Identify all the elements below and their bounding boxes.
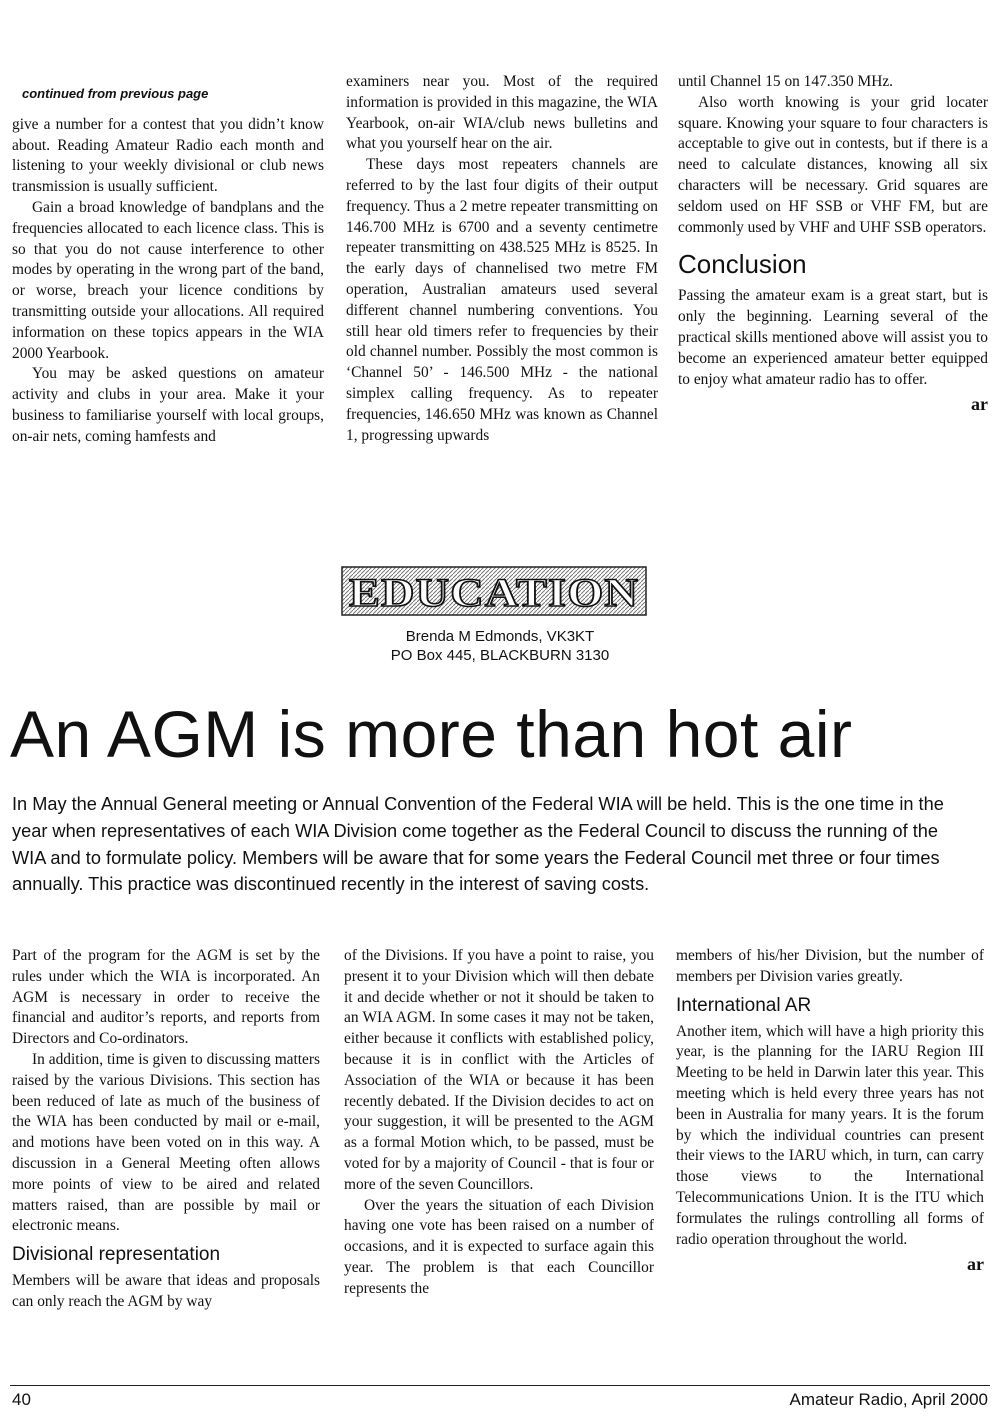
top-column-1	[12, 80, 324, 448]
author-byline: Brenda M Edmonds, VK3KT	[405, 628, 595, 645]
paragraph: examiners near you. Most of the required information is provided in this magazine, the WIA Yearbook, on-air WIA/club news bulletins and what you yourself hear on the air.	[346, 73, 658, 153]
paragraph: of the Divisions. If you have a point to raise, you present it to your Division which will then debate it and decide whether or not it should be taken to an WIA AGM. In some cases it may not be taken, either because it conflicts with established policy, because it is in conflict with the Articles of Association of the WIA or because it has been recently debated. If the Division decides to act on your suggestion, it will be presented to the AGM as a formal Motion which, to be passed, must be voted for by a majority of Council - that is four or more of the seven Councillors.	[344, 947, 654, 1193]
continued-note: continued from previous page	[22, 86, 209, 101]
article-column-3	[676, 946, 984, 1275]
footer-rule	[10, 1385, 990, 1386]
article-column-1	[12, 946, 320, 1313]
education-column-logo	[341, 566, 647, 616]
paragraph: until Channel 15 on 147.350 MHz.	[678, 73, 894, 90]
paragraph: In addition, time is given to discussing matters raised by the various Divisions. This section has been reduced of late as much of the business of the WIA has been conducted by mail or e-mail, and motions have been voted on in this way. A discussion in a General Meeting often allows more points of view to be aired and related matters raised, than are possible by mail or electronic means.	[12, 1050, 320, 1235]
divisional-representation-heading: Divisional representation	[12, 1244, 221, 1266]
paragraph: Part of the program for the AGM is set by the rules under which the WIA is incorporated. An AGM is necessary in order to receive the financial and auditor’s reports, and reports from Directors and Co-ordinators.	[12, 947, 320, 1048]
top-column-3	[678, 72, 988, 415]
logo-text: EDUCATION	[349, 570, 639, 615]
end-mark: ar	[971, 394, 988, 415]
paragraph: You may be asked questions on amateur activity and clubs in your area. Make it your business to familiarise yourself with local groups, on-air nets, coming hamfests and	[12, 365, 324, 445]
article-title: An AGM is more than hot air	[10, 697, 853, 771]
conclusion-heading: Conclusion	[678, 249, 807, 280]
paragraph: Also worth knowing is your grid locater square. Knowing your square to four characters is acceptable to give out in contests, but if there is a need to calculate distances, knowing all six characters will be necessary. Grid squares are seldom used on HF SSB or VHF FM, but are commonly used by VHF and UHF SSB operators.	[678, 93, 988, 236]
page-number: 40	[12, 1390, 31, 1409]
paragraph: Passing the amateur exam is a great start, but is only the beginning. Learning several of the practical skills mentioned above will assist you to become an experienced amateur better equipped to enjoy what amateur radio has to offer.	[678, 287, 988, 388]
end-mark: ar	[967, 1254, 984, 1275]
international-ar-heading: International AR	[676, 994, 812, 1016]
article-column-2	[344, 946, 654, 1300]
paragraph: Members will be aware that ideas and proposals can only reach the AGM by way	[12, 1272, 320, 1310]
author-address: PO Box 445, BLACKBURN 3130	[390, 647, 610, 664]
paragraph: Over the years the situation of each Division having one vote has been raised on a number of occasions, and it is expected to surface again this year. The problem is that each Councillor represents the	[344, 1196, 654, 1297]
article-intro: In May the Annual General meeting or Annual Convention of the Federal WIA will be held. This is the one time in the year when representatives of each WIA Division come together as the Federal Council to discuss the running of the WIA and to formulate policy. Members will be aware that for some years the Federal Council met three or four times annually. This practice was discontinued recently in the interest of saving costs.	[12, 794, 944, 895]
paragraph: members of his/her Division, but the number of members per Division varies greatly.	[676, 947, 984, 985]
paragraph: Another item, which will have a high priority this year, is the planning for the IARU Region III Meeting to be held in Darwin later this year. This meeting which is held every three years has not been in Australia for many years. It is the forum by which the individual countries can present their views to the IARU which, in turn, can carry those views to the International Telecommunications Union. It is the ITU which formulates the rulings controlling all forms of radio operation throughout the world.	[676, 1022, 984, 1248]
paragraph: give a number for a contest that you didn’t know about. Reading Amateur Radio each month and listening to your weekly divisional or club news transmission is usually sufficient.	[12, 115, 324, 196]
top-column-2	[346, 72, 658, 446]
magazine-issue: Amateur Radio, April 2000	[789, 1390, 988, 1409]
paragraph: These days most repeaters channels are referred to by the last four digits of their output frequency. Thus a 2 metre repeater transmitting on 146.700 MHz is 6700 and a seventy centimetre repeater transmitting on 438.525 MHz is 8525. In the early days of channelised two metre FM operation, Australian amateurs used several different channel numbering conventions. You still hear old timers refer to frequencies by their old channel number. Possibly the most common is ‘Channel 50’ - 146.500 MHz - the national simplex calling frequency. As to repeater frequencies, 146.650 MHz was known as Channel 1, progressing upwards	[346, 156, 658, 444]
paragraph: Gain a broad knowledge of bandplans and the frequencies allocated to each licence class. This is so that you do not cause interference to other modes by operating in the wrong part of the band, or worse, breach your licence conditions by transmitting outside your allocations. All required information on these topics appears in the WIA 2000 Yearbook.	[12, 198, 324, 362]
